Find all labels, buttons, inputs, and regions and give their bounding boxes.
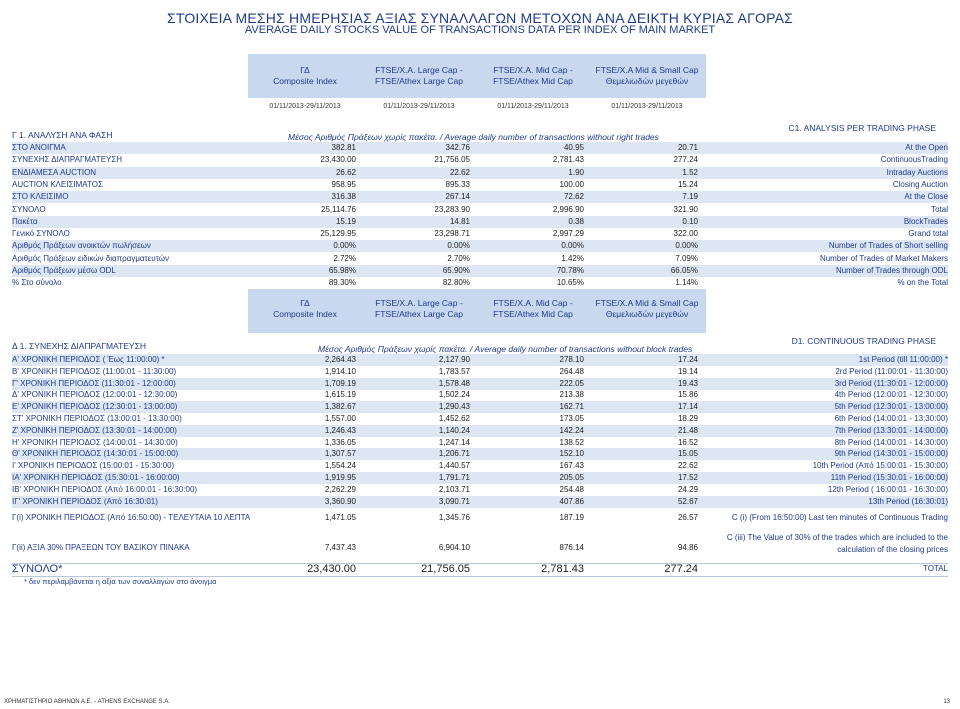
table-row <box>12 204 948 216</box>
cell-mid-small-cap: 15.24 <box>677 179 698 189</box>
cell-composite: 65.98% <box>328 266 356 275</box>
row-label: Αριθμός Πράξεων ανοικτών πωλήσεων <box>12 241 151 251</box>
cell-mid-cap: 162.71 <box>559 402 584 412</box>
footer-organization: ΧΡΗΜΑΤΙΣΤΗΡΙΟ ΑΘΗΝΩΝ Α.Ε. - ATHENS EXCHANGE S.A. <box>4 699 170 705</box>
period-date: 01/11/2013-29/11/2013 <box>497 103 569 110</box>
cell-composite: 1,709.19 <box>324 378 356 388</box>
period-date: 01/11/2013-29/11/2013 <box>611 103 683 110</box>
row-label: ΣΥΝΟΛΟ <box>12 204 46 214</box>
cell-composite: 958.95 <box>331 179 356 189</box>
cell-large-cap: 23,298.71 <box>434 229 470 239</box>
cell-large-cap: 1,247.14 <box>438 437 470 447</box>
cell-mid-small-cap: 19.14 <box>677 366 698 376</box>
cell-mid-cap: 1.42% <box>561 253 584 263</box>
table-row <box>12 265 948 277</box>
cell-composite: 1,307.57 <box>324 449 356 459</box>
row-label-english: 1st Period (till 11:00:00) * <box>858 355 948 364</box>
table-row <box>12 437 948 449</box>
row-label-english-cont: calculation of the closing prices <box>837 545 948 554</box>
cell-mid-cap: 10.65% <box>556 278 584 288</box>
cell-composite: 2,264.43 <box>324 355 356 364</box>
cell-large-cap: 3,090.71 <box>438 496 470 506</box>
row-label-english: 4th Period (12:00:01 - 12:30:00) <box>834 390 948 400</box>
column-header-composite: ΓΔ Composite Index <box>273 65 337 86</box>
section2-heading-english: D1. CONTINUOUS TRADING PHASE <box>791 336 936 346</box>
table-row <box>12 277 948 289</box>
table-row <box>12 448 948 460</box>
row-label: Θ' ΧΡΟΝΙΚΗ ΠΕΡΙΟΔΟΣ (14:30:01 - 15:00:00) <box>12 449 179 459</box>
row-label-english: TOTAL <box>922 564 948 573</box>
cell-mid-small-cap: 52.67 <box>677 496 698 506</box>
section2-heading-greek: Δ 1. ΣΥΝΕΧΗΣ ΔΙΑΠΡΑΓΜΑΤΕΥΣΗ <box>12 341 146 351</box>
row-label-english: 9th Period (14:30:01 - 15:00:00) <box>834 449 948 459</box>
cell-mid-small-cap: 277.24 <box>673 155 698 165</box>
cell-mid-cap: 70.78% <box>556 266 584 275</box>
table-row <box>12 240 948 252</box>
cell-mid-small-cap: 24.29 <box>677 484 698 494</box>
cell-composite: 0.00% <box>333 241 356 251</box>
cell-composite: 382.81 <box>331 143 356 152</box>
cell-composite: 15.19 <box>335 216 356 226</box>
cell-large-cap: 1,452.62 <box>438 414 470 423</box>
cell-mid-small-cap: 20.71 <box>677 143 698 152</box>
cell-composite: 1,919.95 <box>324 473 356 482</box>
cell-composite: 26.62 <box>335 167 356 177</box>
cell-mid-cap: 2,781.43 <box>541 563 584 575</box>
row-label: Ε' ΧΡΟΝΙΚΗ ΠΕΡΙΟΔΟΣ (12:30:01 - 13:00:00) <box>12 402 178 412</box>
table-row <box>12 496 948 508</box>
cell-large-cap: 2.70% <box>447 253 470 263</box>
cell-mid-cap: 167.43 <box>559 461 584 471</box>
row-label: ΙΓ' ΧΡΟΝΙΚΗ ΠΕΡΙΟΔΟΣ (Από 16:30:01) <box>12 496 158 506</box>
cell-mid-cap: 222.05 <box>559 378 584 388</box>
row-label: Β' ΧΡΟΝΙΚΗ ΠΕΡΙΟΔΟΣ (11:00:01 - 11:30:00) <box>12 366 177 376</box>
cell-mid-small-cap: 1.52 <box>682 167 698 177</box>
cell-mid-cap: 100.00 <box>559 179 584 189</box>
row-label-english: Intraday Auctions <box>886 167 948 177</box>
cell-composite: 1,557.00 <box>324 414 356 423</box>
closing-period-row <box>12 512 948 524</box>
cell-large-cap: 21,756.05 <box>421 563 470 575</box>
cell-mid-cap: 2,996.90 <box>552 204 584 214</box>
cell-mid-small-cap: 66.05% <box>670 266 698 275</box>
column-header-composite: ΓΔ Composite Index <box>273 298 337 319</box>
row-label-english: Number of Trades of Market Makers <box>819 253 948 263</box>
cell-mid-small-cap: 26.57 <box>677 513 698 522</box>
cell-mid-cap: 1.90 <box>568 167 584 177</box>
cell-mid-small-cap: 18.29 <box>677 414 698 423</box>
table-row <box>12 460 948 472</box>
row-label: Γ(i) ΧΡΟΝΙΚΗ ΠΕΡΙΟΔΟΣ (Από 16:50:00) - ΤΕΛΕΥΤΑΙΑ 10 ΛΕΠΤΑ <box>12 513 251 522</box>
row-label: Αριθμός Πράξεων μέσω ODL <box>12 266 116 275</box>
cell-mid-cap: 254.48 <box>559 484 584 494</box>
row-label: Η' ΧΡΟΝΙΚΗ ΠΕΡΙΟΔΟΣ (14:00:01 - 14:30:00) <box>12 437 178 447</box>
cell-composite: 1,246.43 <box>324 425 356 435</box>
cell-composite: 1,382.67 <box>324 402 356 412</box>
cell-large-cap: 2,103.71 <box>438 484 470 494</box>
cell-mid-cap: 138.52 <box>559 437 584 447</box>
cell-composite: 23,430.00 <box>320 155 356 165</box>
cell-mid-cap: 152.10 <box>559 449 584 459</box>
cell-mid-cap: 40.95 <box>563 143 584 152</box>
cell-large-cap: 1,345.76 <box>438 513 470 522</box>
cell-large-cap: 14.81 <box>449 216 470 226</box>
column-header-bar-1 <box>248 54 706 98</box>
row-label-english: 7th Period (13:30:01 - 14:00:00) <box>834 425 948 435</box>
row-label: ΕΝΔΙΑΜΕΣΑ AUCTION <box>12 167 97 177</box>
cell-large-cap: 22.62 <box>449 167 470 177</box>
cell-mid-cap: 2,997.29 <box>552 229 584 239</box>
cell-mid-small-cap: 16.52 <box>677 437 698 447</box>
cell-large-cap: 82.80% <box>442 278 470 288</box>
table-row <box>12 154 948 166</box>
cell-composite: 1,554.24 <box>324 461 356 471</box>
row-label: ΣΤΟ ΑΝΟΙΓΜΑ <box>12 143 66 152</box>
cell-large-cap: 1,502.24 <box>438 390 470 400</box>
cell-mid-small-cap: 21.48 <box>677 425 698 435</box>
row-label-english: BlockTrades <box>903 216 948 226</box>
row-label-english: % on the Total <box>897 278 948 288</box>
cell-large-cap: 342.76 <box>445 143 470 152</box>
footnote: * δεν περιλαμβάνεται η αξία των συναλλαγών στο άνοιγμα <box>24 577 217 586</box>
cell-large-cap: 23,283.90 <box>434 204 470 214</box>
column-header-mid-cap: FTSE/X.A. Mid Cap - FTSE/Athex Mid Cap <box>493 65 573 86</box>
cell-mid-small-cap: 7.09% <box>675 253 698 263</box>
cell-mid-cap: 187.19 <box>559 513 584 522</box>
row-label-english: 12th Period ( 16:00:01 - 16:30:00) <box>827 484 948 494</box>
period-date: 01/11/2013-29/11/2013 <box>383 103 455 110</box>
report-title-english: AVERAGE DAILY STOCKS VALUE OF TRANSACTIONS DATA PER INDEX OF MAIN MARKET <box>244 24 716 36</box>
cell-mid-small-cap: 322.00 <box>673 229 698 239</box>
cell-composite: 1,336.05 <box>324 437 356 447</box>
cell-mid-small-cap: 22.62 <box>677 461 698 471</box>
row-label: ΙΑ' ΧΡΟΝΙΚΗ ΠΕΡΙΟΔΟΣ (15:30:01 - 16:00:00) <box>12 473 180 482</box>
cell-mid-small-cap: 19.43 <box>677 378 698 388</box>
column-header-bar-2 <box>248 289 706 333</box>
cell-mid-small-cap: 7.19 <box>682 192 698 202</box>
row-label-english: 10th Period (Από 15:00:01 - 15:30:00) <box>812 461 948 471</box>
row-label-english: At the Close <box>904 192 948 202</box>
cell-composite: 2.72% <box>333 253 356 263</box>
row-label: ΣΤ' ΧΡΟΝΙΚΗ ΠΕΡΙΟΔΟΣ (13:00:01 - 13:30:00) <box>12 414 182 423</box>
row-label-english: 3rd Period (11:30:01 - 12:00:00) <box>834 378 948 388</box>
row-label-english: ContinuousTrading <box>880 155 948 165</box>
row-label: ΣΥΝΕΧΗΣ ΔΙΑΠΡΑΓΜΑΤΕΥΣΗ <box>12 155 123 165</box>
section1-subtitle: Μέσος Αριθμός Πράξεων χωρίς πακέτα. / Average daily number of transactions without right trades <box>288 132 659 142</box>
row-label: ΣΥΝΟΛΟ* <box>12 563 63 575</box>
cell-mid-small-cap: 17.14 <box>677 402 698 412</box>
table-row <box>12 253 948 265</box>
cell-mid-small-cap: 0.00% <box>675 241 698 251</box>
row-label-english: C (iii) The Value of 30% of the trades which are included to the <box>726 533 948 542</box>
cell-large-cap: 1,290.43 <box>438 402 470 412</box>
cell-large-cap: 895.33 <box>445 179 470 189</box>
row-label-english: Grand total <box>908 229 948 239</box>
row-label-english: Closing Auction <box>892 179 948 189</box>
section2-subtitle: Μέσος Αριθμός Πράξεων χωρίς πακέτα. / Average daily number of transactions without block trades <box>318 344 693 354</box>
cell-composite: 2,262.29 <box>324 484 356 494</box>
closing-value-row <box>12 533 948 560</box>
section1-heading-greek: Γ 1. ΑΝΑΛΥΣΗ ΑΝΑ ΦΑΣΗ <box>12 130 113 140</box>
cell-mid-small-cap: 17.24 <box>677 355 698 364</box>
cell-mid-small-cap: 17.52 <box>677 473 698 482</box>
cell-large-cap: 0.00% <box>447 241 470 251</box>
cell-mid-cap: 205.05 <box>559 473 584 482</box>
row-label: Πακέτα <box>12 216 38 226</box>
cell-composite: 89.30% <box>328 278 356 288</box>
row-label: Ζ' ΧΡΟΝΙΚΗ ΠΕΡΙΟΔΟΣ (13:30:01 - 14:00:00) <box>12 425 177 435</box>
cell-large-cap: 1,140.24 <box>438 425 470 435</box>
row-label: Γ(ii) ΑΞΙΑ 30% ΠΡΑΞΕΩΝ ΤΟΥ ΒΑΣΙΚΟΥ ΠΙΝΑΚΑ <box>12 543 190 552</box>
cell-composite: 23,430.00 <box>307 563 356 575</box>
cell-mid-small-cap: 277.24 <box>664 563 698 575</box>
cell-large-cap: 1,440.57 <box>438 461 470 471</box>
cell-mid-small-cap: 0.10 <box>682 216 698 226</box>
period-date: 01/11/2013-29/11/2013 <box>269 103 341 110</box>
row-label-english: Total <box>931 204 948 214</box>
cell-large-cap: 2,127.90 <box>438 355 470 364</box>
row-label: Γενικό ΣΥΝΟΛΟ <box>12 229 70 239</box>
table-row <box>12 167 948 179</box>
row-label: ΣΤΟ ΚΛΕΙΣΙΜΟ <box>12 192 69 202</box>
row-label-english: 5th Period (12:30:01 - 13:00:00) <box>834 402 948 412</box>
cell-mid-cap: 213.38 <box>559 390 584 400</box>
cell-mid-cap: 0.38 <box>568 216 584 226</box>
page-number: 13 <box>943 699 950 705</box>
section1-heading-english: C1. ANALYSIS PER TRADING PHASE <box>788 123 936 133</box>
row-label-english: 8th Period (14:00:01 - 14:30:00) <box>834 437 948 447</box>
column-header-large-cap: FTSE/X.A. Large Cap - FTSE/Athex Large Cap <box>375 298 463 319</box>
cell-large-cap: 21,756.05 <box>434 155 470 165</box>
cell-mid-cap: 407.86 <box>559 496 584 506</box>
cell-composite: 25,129.95 <box>320 229 356 239</box>
table-row <box>12 228 948 240</box>
cell-mid-cap: 0.00% <box>561 241 584 251</box>
row-label: ΙΒ' ΧΡΟΝΙΚΗ ΠΕΡΙΟΔΟΣ (Από 16:00:01 - 16:30:00) <box>12 484 198 494</box>
cell-composite: 1,615.19 <box>324 390 356 400</box>
table-row <box>12 413 948 425</box>
cell-mid-cap: 142.24 <box>559 425 584 435</box>
column-header-mid-small-cap: FTSE/X.A Mid & Small Cap Θεμελιωδών μεγεθών <box>595 298 699 319</box>
row-label-english: At the Open <box>905 143 948 152</box>
row-label-english: Number of Trades through ODL <box>835 266 948 275</box>
cell-composite: 1,914.10 <box>324 366 356 376</box>
cell-composite: 316.38 <box>331 192 356 202</box>
column-header-large-cap: FTSE/X.A. Large Cap - FTSE/Athex Large Cap <box>375 65 463 86</box>
row-label: Α' ΧΡΟΝΙΚΗ ΠΕΡΙΟΔΟΣ ( Έως 11:00:00) * <box>12 355 165 364</box>
cell-large-cap: 65.90% <box>442 266 470 275</box>
cell-large-cap: 1,791.71 <box>438 473 470 482</box>
cell-composite: 25,114.76 <box>321 204 356 214</box>
row-label: AUCTION ΚΛΕΙΣΙΜΑΤΟΣ <box>12 179 103 189</box>
table-row <box>12 484 948 496</box>
cell-mid-cap: 2,781.43 <box>552 155 584 165</box>
row-label-english: C (i) (From 16:50:00) Last ten minutes of Continuous Trading <box>731 513 948 522</box>
row-label: Ι' ΧΡΟΝΙΚΗ ΠΕΡΙΟΔΟΣ (15:00:01 - 15:30:00) <box>12 461 175 471</box>
table-row <box>12 389 948 401</box>
row-label: Αριθμός Πράξεων ειδικών διαπραγματευτών <box>12 253 169 263</box>
table-row <box>12 472 948 484</box>
cell-mid-cap: 264.48 <box>559 366 584 376</box>
row-label: Γ' ΧΡΟΝΙΚΗ ΠΕΡΙΟΔΟΣ (11:30:01 - 12:00:00) <box>12 378 176 388</box>
row-label: % Στο σύνολο <box>12 278 62 288</box>
cell-large-cap: 1,783.57 <box>438 366 470 376</box>
row-label-english: Number of Trades of Short selling <box>828 241 948 251</box>
cell-mid-small-cap: 94.86 <box>677 543 698 552</box>
row-label-english: 13th Period (16:30:01) <box>868 496 948 506</box>
column-header-mid-cap: FTSE/X.A. Mid Cap - FTSE/Athex Mid Cap <box>493 298 573 319</box>
table-row <box>12 191 948 203</box>
table-row <box>12 142 948 154</box>
total-row <box>12 563 948 577</box>
cell-mid-small-cap: 321.90 <box>673 204 698 214</box>
report-title-greek: ΣΤΟΙΧΕΙΑ ΜΕΣΗΣ ΗΜΕΡΗΣΙΑΣ ΑΞΙΑΣ ΣΥΝΑΛΛΑΓΩΝ ΜΕΤΟΧΩΝ ΑΝΑ ΔΕΙΚΤΗ ΚΥΡΙΑΣ ΑΓΟΡΑΣ <box>166 10 793 26</box>
table-row <box>12 401 948 413</box>
table-row <box>12 425 948 437</box>
cell-large-cap: 267.14 <box>445 192 470 202</box>
table-row <box>12 354 948 366</box>
row-label-english: 2rd Period (11:00:01 - 11:30:00) <box>835 366 948 376</box>
table-row <box>12 179 948 191</box>
cell-large-cap: 1,206.71 <box>438 449 470 459</box>
row-label-english: 6th Period (14:00:01 - 13:30:00) <box>834 414 948 423</box>
cell-composite: 1,471.05 <box>324 513 356 522</box>
cell-large-cap: 6,904.10 <box>438 543 470 552</box>
table-row <box>12 366 948 378</box>
row-label-english: 11th Period (15:30:01 - 16:00:00) <box>830 473 948 482</box>
cell-mid-cap: 278.10 <box>559 355 584 364</box>
cell-mid-small-cap: 15.86 <box>677 390 698 400</box>
table-row <box>12 378 948 390</box>
cell-mid-small-cap: 15.05 <box>677 449 698 459</box>
column-header-mid-small-cap: FTSE/X.A Mid & Small Cap Θεμελιωδών μεγεθών <box>595 65 699 86</box>
cell-large-cap: 1,578.48 <box>438 378 470 388</box>
cell-composite: 3,360.90 <box>324 496 356 506</box>
cell-composite: 7,437.43 <box>324 543 356 552</box>
table-row <box>12 216 948 228</box>
cell-mid-cap: 173.05 <box>559 414 584 423</box>
cell-mid-cap: 72.62 <box>563 192 584 202</box>
cell-mid-cap: 876.14 <box>559 543 584 552</box>
row-label: Δ' ΧΡΟΝΙΚΗ ΠΕΡΙΟΔΟΣ (12:00:01 - 12:30:00) <box>12 390 178 400</box>
cell-mid-small-cap: 1.14% <box>675 278 698 288</box>
